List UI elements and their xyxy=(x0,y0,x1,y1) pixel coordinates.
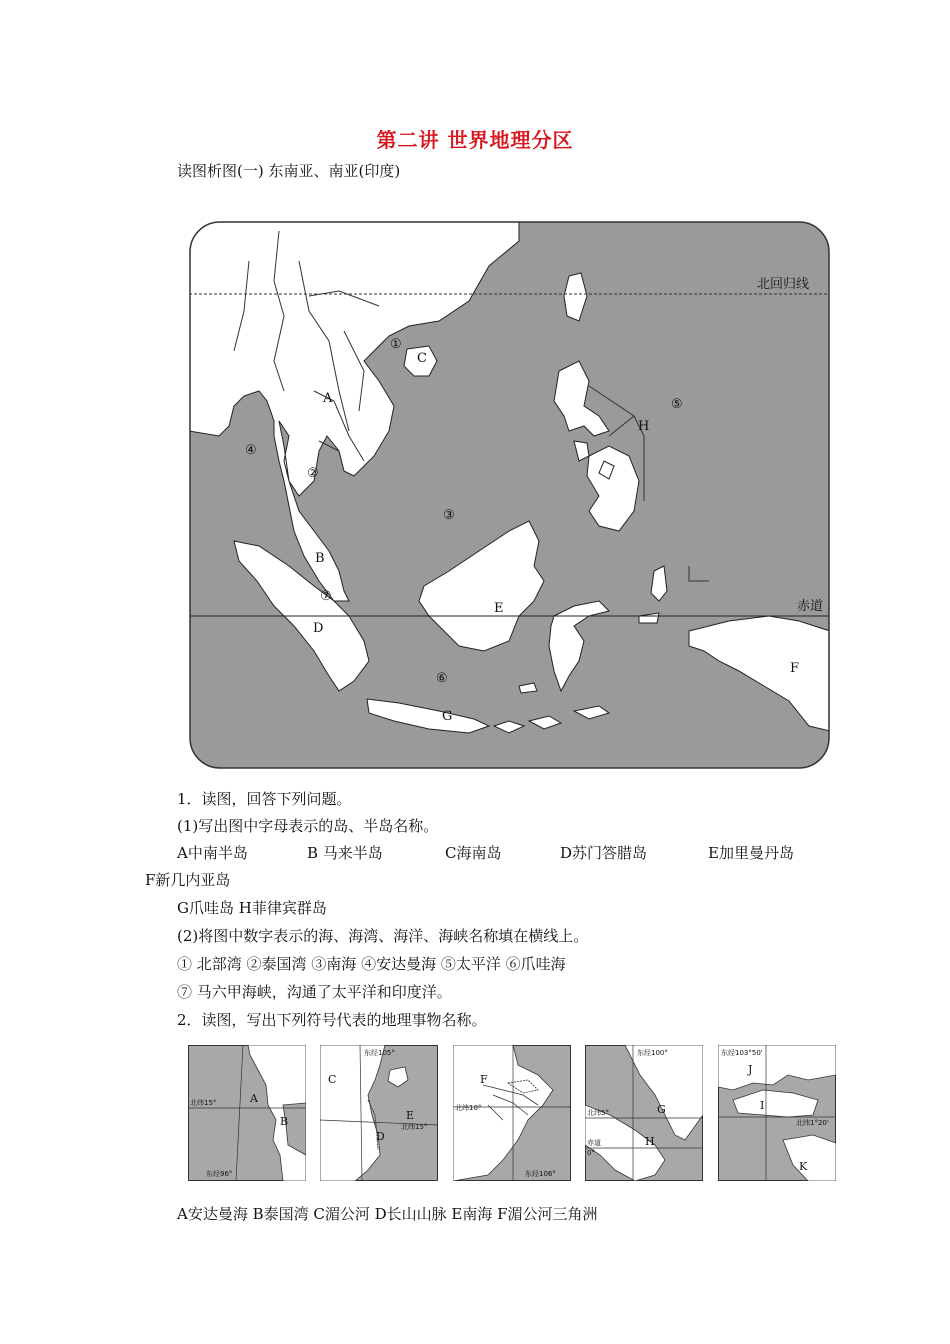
thumb5-label-J: J xyxy=(748,1063,753,1076)
tropic-label: 北回归线 xyxy=(757,277,810,292)
thumb-map-1 xyxy=(188,1045,306,1181)
thumb4-lat: 北纬5° xyxy=(587,1109,609,1117)
label-6: ⑥ xyxy=(436,671,448,686)
thumb4-zero: 0° xyxy=(587,1149,595,1157)
answer-B: B 马来半岛 xyxy=(307,844,383,862)
thumb-map-3 xyxy=(453,1045,571,1181)
answer-F: F新几内亚岛 xyxy=(145,871,231,889)
label-2: ② xyxy=(307,466,319,481)
thumb5-label-I: I xyxy=(760,1099,765,1112)
thumb5-lon: 东经103°50' xyxy=(721,1049,763,1057)
thumb1-lon: 东经96° xyxy=(206,1170,233,1178)
thumb4-label-G: G xyxy=(657,1103,666,1116)
label-3: ③ xyxy=(443,508,455,523)
label-E: E xyxy=(494,601,504,616)
q1-answers-line1 xyxy=(177,842,794,863)
thumb1-lat: 北纬15° xyxy=(190,1099,217,1107)
label-1: ① xyxy=(390,337,402,352)
label-G: G xyxy=(442,709,453,724)
thumbnail-maps xyxy=(0,1045,950,1185)
thumb2-lon: 东经105° xyxy=(364,1049,395,1057)
answer-D: D苏门答腊岛 xyxy=(560,844,648,862)
q1-sub1: (1)写出图中字母表示的岛、半岛名称。 xyxy=(177,817,439,835)
label-H: H xyxy=(638,419,650,434)
thumb4-equator: 赤道 xyxy=(587,1139,601,1147)
page-title: 第二讲 世界地理分区 xyxy=(376,128,574,152)
thumb1-label-B: B xyxy=(280,1115,289,1128)
q2-prompt: 2．读图，写出下列符号代表的地理事物名称。 xyxy=(177,1011,487,1029)
label-B: B xyxy=(315,551,325,566)
thumb5-lat: 北纬1°20' xyxy=(796,1119,829,1127)
thumb2-label-E: E xyxy=(406,1109,415,1122)
thumb4-lon: 东经100° xyxy=(637,1049,668,1057)
thumb3-label-F: F xyxy=(480,1073,488,1086)
thumb3-lat: 北纬10° xyxy=(455,1104,482,1112)
answers-numbers: ① 北部湾 ②泰国湾 ③南海 ④安达曼海 ⑤太平洋 ⑥爪哇海 xyxy=(177,955,566,973)
thumb1-label-A: A xyxy=(250,1092,258,1105)
section-subtitle: 读图析图(一) 东南亚、南亚(印度) xyxy=(177,162,401,180)
thumb4-label-H: H xyxy=(645,1135,655,1148)
thumb-map-2 xyxy=(320,1045,438,1181)
thumb5-label-K: K xyxy=(799,1160,808,1173)
label-C: C xyxy=(417,351,427,366)
answer-A: A中南半岛 xyxy=(177,844,248,862)
q1-sub2: (2)将图中数字表示的海、海湾、海洋、海峡名称填在横线上。 xyxy=(177,927,589,945)
thumb2-lat: 北纬15° xyxy=(401,1123,428,1131)
label-7: ⑦ xyxy=(320,589,332,604)
answer-E: E加里曼丹岛 xyxy=(708,844,794,862)
equator-label: 赤道 xyxy=(797,599,824,614)
thumb2-label-C: C xyxy=(328,1073,337,1086)
thumb3-lon: 东经106° xyxy=(525,1170,556,1178)
label-F: F xyxy=(790,661,800,676)
label-4: ④ xyxy=(245,443,257,458)
answer-C: C海南岛 xyxy=(445,844,502,862)
label-D: D xyxy=(313,621,324,636)
q1-prompt: 1．读图，回答下列问题。 xyxy=(177,790,352,808)
thumb-map-5 xyxy=(718,1045,836,1181)
q2-answers: A安达曼海 B泰国湾 C湄公河 D长山山脉 E南海 F湄公河三角洲 xyxy=(177,1205,598,1223)
thumb2-label-D: D xyxy=(376,1130,385,1143)
answer-7: ⑦ 马六甲海峡，沟通了太平洋和印度洋。 xyxy=(177,983,452,1001)
southeast-asia-map xyxy=(189,221,830,769)
answer-G-H: G爪哇岛 H菲律宾群岛 xyxy=(177,899,327,917)
label-5: ⑤ xyxy=(671,397,683,412)
label-A: A xyxy=(323,391,333,406)
thumb-map-4 xyxy=(585,1045,703,1181)
